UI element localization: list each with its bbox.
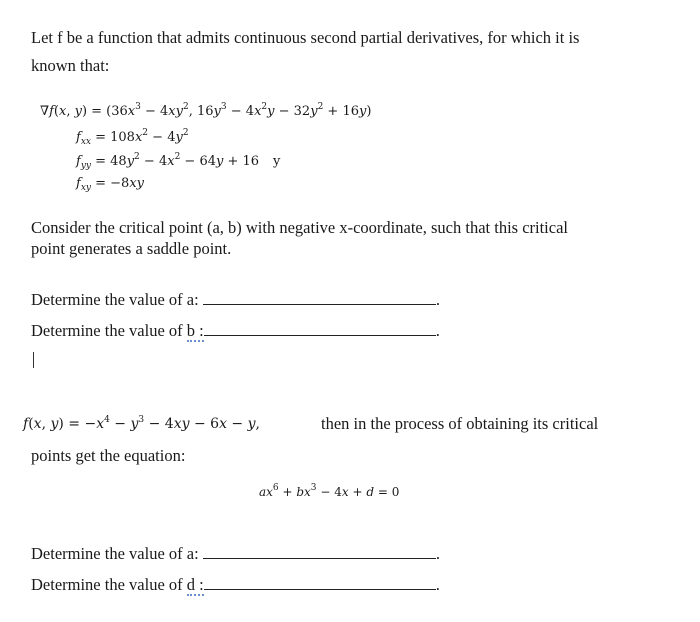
answer-d-2-field[interactable] (204, 575, 436, 590)
text-cursor (33, 352, 34, 368)
question-a-2 (31, 544, 440, 564)
question-d-2 (31, 575, 440, 595)
question-a-1-label: Determine the value of a: (31, 290, 199, 309)
question-b-1 (31, 321, 440, 341)
question-a-2-end: . (435, 544, 440, 563)
question-a-1-end: . (435, 290, 440, 309)
question-b-1-label: Determine the value of (31, 321, 187, 340)
critical-line-1: Consider the critical point (a, b) with negative x-coordinate, such that this critical (31, 218, 568, 237)
gradient-equation: ∇f(x, $y) = (36x^3 - 4xy^2$, $16y^3 - 4x^2y - 32y^2 + 16y$) (40, 102, 372, 119)
fxy-equation: $f_{xy} = -8xy$ (76, 176, 144, 193)
question-d-2-link[interactable]: d : (186, 575, 204, 594)
critical-line-2: point generates a saddle point. (31, 239, 232, 258)
fyy-trailing-letter: y (273, 154, 281, 169)
question-b-1-end: . (435, 321, 440, 340)
answer-a-2-field[interactable] (203, 544, 436, 559)
answer-a-1-field[interactable] (203, 290, 436, 305)
part2-function: f(x, $y) = -x^4 - y^3 - 4xy - 6x - y$, (23, 415, 260, 432)
intro-line-1: Let f be a function that admits continuous second partial derivatives, for which it is (31, 28, 580, 47)
question-d-2-label: Determine the value of (31, 575, 187, 594)
fyy-equation: $f_{yy} = 48y^2 - 4x^2 - 64y + 16$ (76, 152, 260, 171)
part2-text-1: then in the process of obtaining its critical (321, 414, 599, 433)
question-b-1-link[interactable]: b : (186, 321, 204, 340)
part2-text-2: points get the equation: (31, 446, 186, 465)
question-a-1 (31, 290, 440, 310)
fxx-equation: $f_{xx} = 108x^2 - 4y^2$ (76, 128, 189, 147)
question-a-2-label: Determine the value of a: (31, 544, 199, 563)
question-d-2-end: . (435, 575, 440, 594)
part2-equation: $ax^6 + bx^3 - 4x + d = 0$ (259, 483, 400, 499)
answer-b-1-field[interactable] (204, 321, 436, 336)
intro-line-2: known that: (31, 56, 110, 75)
